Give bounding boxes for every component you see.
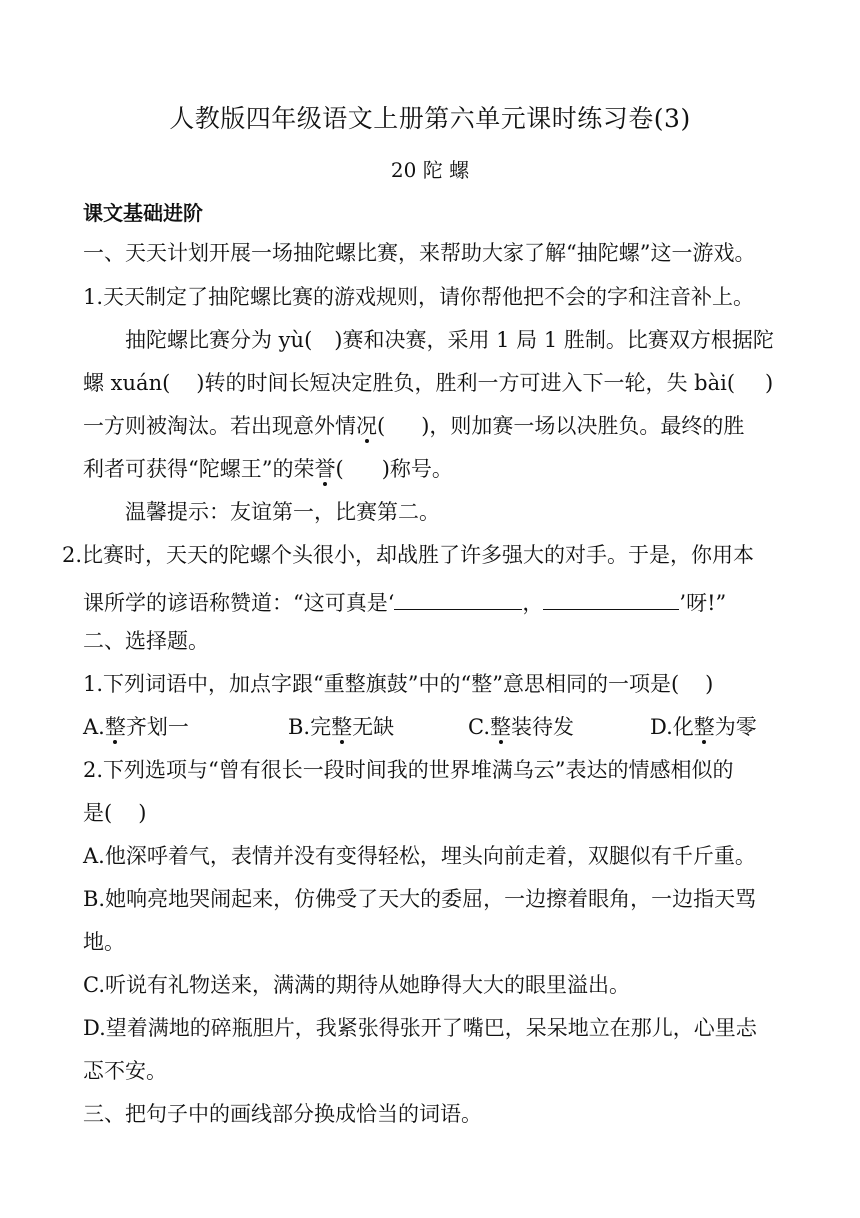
passage-line-4 [83, 459, 453, 480]
option-c[interactable] [468, 717, 574, 738]
passage-text: ( [335, 457, 344, 481]
passage-text: 抽陀螺比赛分为 yù( [125, 328, 313, 352]
page-title: 人教版四年级语文上册第六单元课时练习卷(3) [169, 104, 691, 133]
dotted-char: 誉 [314, 457, 336, 481]
choice-option-d[interactable]: D.望着满地的碎瓶胆片，我紧张得张开了嘴巴，呆呆地立在那儿，心里忐 [83, 1016, 757, 1040]
passage-text: 利者可获得“陀螺王”的荣 [83, 457, 315, 481]
passage-line-3 [83, 416, 744, 437]
part3-heading: 三、把句子中的画线部分换成恰当的词语。 [83, 1102, 482, 1126]
part2-question-2-line-2 [83, 803, 146, 824]
part1-question-2-line-2 [83, 588, 726, 614]
part1-question-2: 2.比赛时，天天的陀螺个头很小，却战胜了许多强大的对手。于是，你用本 [62, 543, 755, 567]
option-label: D.化 [650, 715, 694, 739]
tip-text: 温馨提示：友谊第一，比赛第二。 [125, 500, 440, 524]
proverb-blank-1[interactable] [394, 588, 522, 610]
part2-question-2: 2.下列选项与“曾有很长一段时间我的世界堆满乌云”表达的情感相似的 [83, 758, 734, 782]
part2-heading: 二、选择题。 [83, 629, 209, 653]
passage-text: )称号。 [381, 457, 453, 481]
option-text: 装待发 [511, 715, 574, 739]
question-text: 课所学的谚语称赞道：“这可真是‘ [83, 591, 395, 615]
option-d[interactable] [650, 717, 757, 738]
choice-option-a[interactable]: A.他深呼着气，表情并没有变得轻松，埋头向前走着，双腿似有千斤重。 [83, 844, 756, 868]
part1-heading: 一、天天计划开展一场抽陀螺比赛，来帮助大家了解“抽陀螺”这一游戏。 [83, 241, 756, 265]
question-text: ， [522, 591, 544, 615]
option-a[interactable] [83, 717, 189, 738]
choice-option-b-cont: 地。 [83, 930, 125, 954]
dotted-char: 整 [490, 715, 511, 739]
option-b[interactable] [288, 717, 394, 738]
option-label: A. [83, 715, 105, 739]
proverb-blank-2[interactable] [543, 588, 679, 610]
passage-text: )，则加赛一场以决胜负。最终的胜 [421, 414, 745, 438]
question-text: ) [705, 672, 714, 696]
passage-text: )赛和决赛，采用 1 局 1 胜制。比赛双方根据陀 [334, 328, 774, 352]
option-label: B.完 [288, 715, 332, 739]
passage-line-2 [83, 373, 773, 394]
choice-option-d-cont: 忑不安。 [83, 1059, 167, 1083]
passage-text: 螺 xuán( [83, 371, 171, 395]
option-text: 齐划一 [125, 715, 189, 739]
part1-question-1: 1.天天制定了抽陀螺比赛的游戏规则，请你帮他把不会的字和注音补上。 [83, 285, 755, 309]
passage-line-1 [125, 330, 774, 351]
passage-text: ( [377, 414, 386, 438]
choice-option-c[interactable]: C.听说有礼物送来，满满的期待从她睁得大大的眼里溢出。 [83, 973, 630, 997]
passage-text: ) [765, 371, 774, 395]
part2-question-1 [83, 674, 713, 695]
dotted-char: 整 [331, 715, 353, 739]
question-text: 是( [83, 801, 113, 825]
dotted-char: 整 [104, 715, 126, 739]
option-text: 无缺 [352, 715, 395, 739]
question-text: ’呀!” [679, 591, 727, 615]
dotted-char: 整 [693, 715, 715, 739]
question-text: 1.下列词语中，加点字跟“重整旗鼓”中的“整”意思相同的一项是( [83, 672, 680, 696]
choice-option-b[interactable]: B.她响亮地哭闹起来，仿佛受了天大的委屈，一边擦着眼角，一边指天骂 [83, 887, 757, 911]
section-heading-basic: 课文基础进阶 [83, 201, 203, 225]
dotted-char: 况 [356, 414, 377, 438]
passage-text: )转的时间长短决定胜负，胜利一方可进入下一轮，失 bài( [196, 371, 736, 395]
lesson-subtitle: 20 陀 螺 [390, 158, 470, 182]
option-text: 为零 [714, 715, 757, 739]
option-label: C. [468, 715, 490, 739]
question-text: ) [138, 801, 147, 825]
passage-text: 一方则被淘汰。若出现意外情 [83, 414, 356, 438]
